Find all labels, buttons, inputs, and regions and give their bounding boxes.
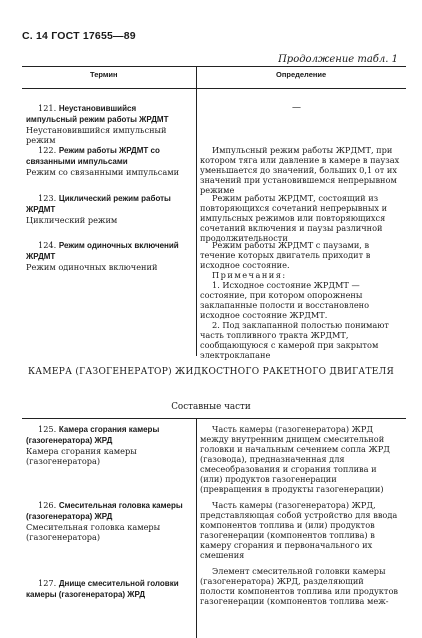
term-number: 122. bbox=[38, 145, 57, 155]
column-divider-upper bbox=[196, 66, 197, 356]
term-short-form: Режим одиночных включений bbox=[26, 262, 158, 272]
definition-127: Элемент смесительной головки камеры (газогенератора) ЖРД, разделяющий полости компонентов топлива или продуктов газогенерации (компонентов топлива меж- bbox=[200, 566, 398, 606]
term-number: 123. bbox=[38, 193, 57, 203]
term-title: Камера сгорания камеры (газогенератора) ЖРД bbox=[26, 425, 160, 445]
definition-121: — bbox=[292, 103, 301, 113]
note-2: 2. Под заклапанной полостью понимают часть топливного тракта ЖРДМТ, сообщающуюся с камерой при закрытом электроклапане bbox=[200, 320, 389, 360]
term-short-form: Циклический режим bbox=[26, 215, 118, 225]
definition-122: Импульсный режим работы ЖРДМТ, при котором тяга или давление в камере в паузах уменьшается до значений, больших 0,1 от их значений при установившемся непрерывном режиме bbox=[200, 145, 400, 195]
table-head-rule bbox=[22, 88, 406, 89]
term-number: 121. bbox=[38, 103, 57, 113]
column-header-definition: Определение bbox=[276, 70, 327, 79]
term-short-form: Смесительная головка камеры (газогенератора) bbox=[26, 522, 161, 542]
term-number: 127. bbox=[38, 578, 57, 588]
term-number: 126. bbox=[38, 500, 57, 510]
note-1: 1. Исходное состояние ЖРДМТ — состояние, при котором опорожнены заклапанные полости и восстановлено исходное состояние ЖРДМТ. bbox=[200, 280, 370, 320]
section-rule bbox=[22, 418, 406, 419]
term-title: Циклический режим работы ЖРДМТ bbox=[26, 194, 171, 214]
section-subtitle: Составные части bbox=[171, 402, 251, 412]
table-top-rule bbox=[22, 66, 406, 67]
definition-126: Часть камеры (газогенератора) ЖРД, представляющая собой устройство для ввода компонентов топлива и (или) продуктов газогенерации (компонентов топлива) в камеру сгорания и первоначального их смешения bbox=[200, 500, 398, 560]
term-title: Неустановившийся импульсный режим работы ЖРДМТ bbox=[26, 104, 169, 124]
column-header-term: Термин bbox=[90, 70, 118, 79]
term-entry-127 bbox=[26, 578, 188, 600]
section-title: КАМЕРА (ГАЗОГЕНЕРАТОР) ЖИДКОСТНОГО РАКЕТНОГО ДВИГАТЕЛЯ bbox=[27, 367, 395, 377]
term-entry-125 bbox=[26, 424, 188, 466]
definition-123: Режим работы ЖРДМТ, состоящий из повторяющихся сочетаний непрерывных и импульсных режимов или повторяющихся сочетаний включения и паузы различной продолжительности bbox=[200, 193, 388, 243]
term-number: 125. bbox=[38, 424, 57, 434]
term-short-form: Режим со связанными импульсами bbox=[26, 167, 180, 177]
notes-label: Примечания: bbox=[212, 270, 287, 280]
term-title: Режим работы ЖРДМТ со связанными импульсами bbox=[26, 146, 160, 166]
term-title: Днище смесительной головки камеры (газогенератора) ЖРД bbox=[26, 579, 179, 599]
page-header: С. 14 ГОСТ 17655—89 bbox=[22, 30, 136, 42]
term-entry-124 bbox=[26, 240, 188, 272]
term-short-form: Камера сгорания камеры (газогенератора) bbox=[26, 446, 137, 466]
term-title: Смесительная головка камеры (газогенератора) ЖРД bbox=[26, 501, 183, 521]
term-entry-126 bbox=[26, 500, 188, 542]
term-number: 124. bbox=[38, 240, 57, 250]
column-divider-lower bbox=[196, 418, 197, 638]
term-entry-122 bbox=[26, 145, 188, 177]
definition-124: Режим работы ЖРДМТ с паузами, в течение которых двигатель приходит в исходное состояние. Примечания: 1. Исходное состояние ЖРДМТ — состояние, при котором опорожнены заклапанные полости и восстановлено исходное состояние ЖРДМТ. 2. Под заклапанной полостью понимают часть топливного тракта ЖРДМТ, сообщающуюся с камерой при закрытом электроклапане bbox=[200, 240, 400, 360]
table-continuation-label: Продолжение табл. 1 bbox=[278, 54, 398, 65]
term-entry-121 bbox=[26, 103, 188, 145]
term-short-form: Неустановившийся импульсный режим bbox=[26, 125, 167, 145]
definition-125: Часть камеры (газогенератора) ЖРД между внутренним днищем смесительной головки и начальным сечением сопла ЖРД (газовода), предназначенная для смесеобразования и сгорания топлива и (или) продуктов газогенерации (превращения в продукты газогенерации) bbox=[200, 424, 390, 494]
term-title: Режим одиночных включений ЖРДМТ bbox=[26, 241, 179, 261]
term-entry-123 bbox=[26, 193, 188, 225]
